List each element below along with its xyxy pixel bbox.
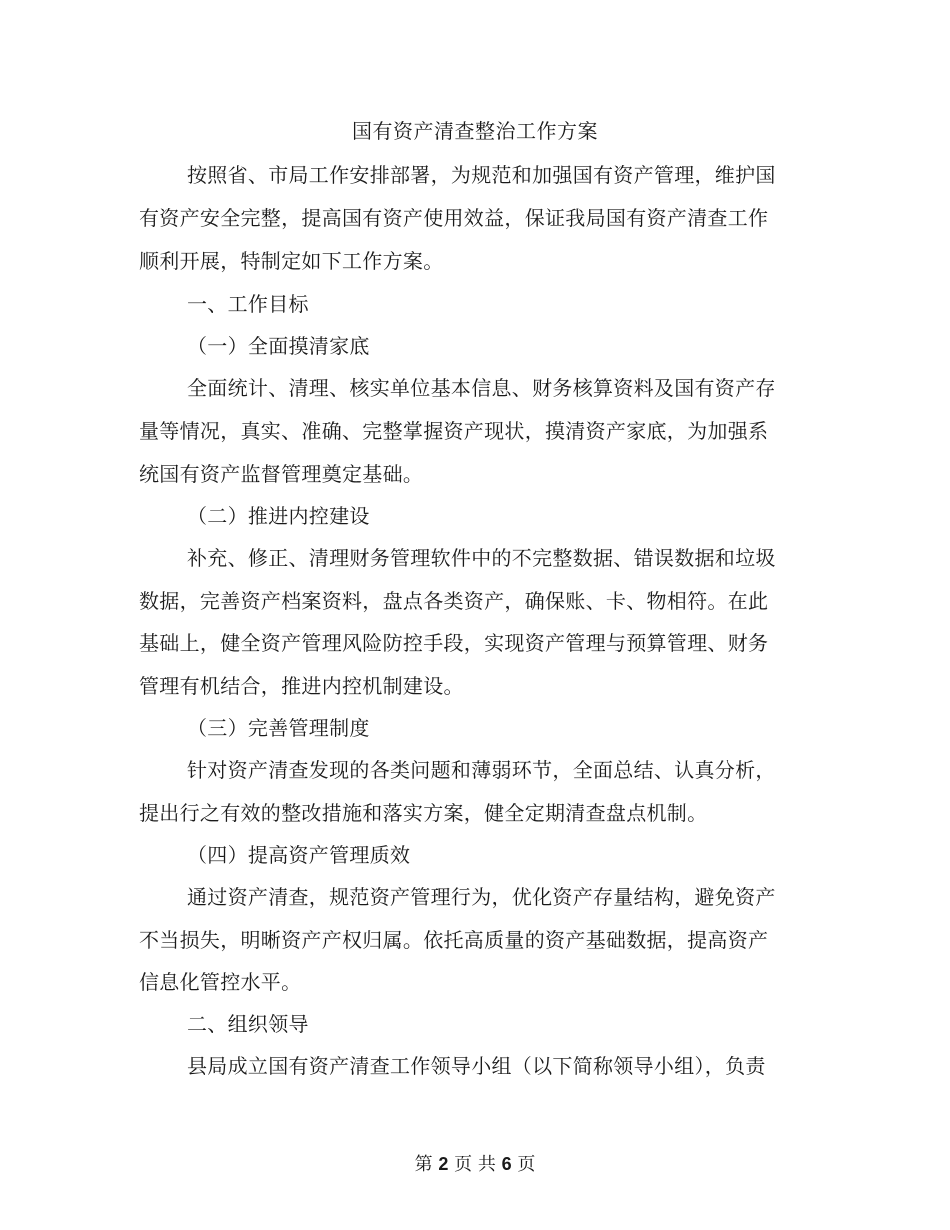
body-line: 顺利开展，特制定如下工作方案。 <box>139 249 444 273</box>
footer-middle: 页 共 <box>454 1154 496 1175</box>
body-line: 数据，完善资产档案资料，盘点各类资产，确保账、卡、物相符。在此 <box>139 589 769 613</box>
subsection-heading: （二）推进内控建设 <box>187 504 370 528</box>
body-line: 基础上，健全资产管理风险防控手段，实现资产管理与预算管理、财务 <box>139 631 769 655</box>
body-line: 统国有资产监督管理奠定基础。 <box>139 462 424 486</box>
body-line: 补充、修正、清理财务管理软件中的不完整数据、错误数据和垃圾 <box>187 546 776 570</box>
body-line: 县局成立国有资产清查工作领导小组（以下简称领导小组），负责 <box>187 1054 766 1078</box>
subsection-heading: （一）全面摸清家底 <box>187 334 370 358</box>
subsection-heading: （三）完善管理制度 <box>187 716 370 740</box>
footer-total-pages: 6 <box>501 1154 512 1174</box>
page-footer <box>0 1150 950 1179</box>
body-line: 不当损失，明晰资产产权归属。依托高质量的资产基础数据，提高资产 <box>139 928 769 952</box>
body-line: 信息化管控水平。 <box>139 970 302 994</box>
footer-suffix: 页 <box>517 1154 536 1175</box>
page-title: 国有资产清查整治工作方案 <box>352 119 598 143</box>
body-line: 全面统计、清理、核实单位基本信息、财务核算资料及国有资产存 <box>187 376 776 400</box>
footer-current-page: 2 <box>438 1154 449 1174</box>
section-heading: 一、工作目标 <box>187 292 309 316</box>
subsection-heading: （四）提高资产管理质效 <box>187 843 411 867</box>
body-line: 针对资产清查发现的各类问题和薄弱环节，全面总结、认真分析， <box>187 758 776 782</box>
body-line: 按照省、市局工作安排部署，为规范和加强国有资产管理，维护国 <box>187 163 776 187</box>
section-heading: 二、组织领导 <box>187 1012 309 1036</box>
body-line: 有资产安全完整，提高国有资产使用效益，保证我局国有资产清查工作 <box>139 206 769 230</box>
body-line: 量等情况，真实、准确、完整掌握资产现状，摸清资产家底，为加强系 <box>139 419 769 443</box>
body-line: 提出行之有效的整改措施和落实方案，健全定期清查盘点机制。 <box>139 801 708 825</box>
footer-prefix: 第 <box>414 1154 433 1175</box>
body-line: 通过资产清查，规范资产管理行为，优化资产存量结构，避免资产 <box>187 885 776 909</box>
body-line: 管理有机结合，推进内控机制建设。 <box>139 674 464 698</box>
